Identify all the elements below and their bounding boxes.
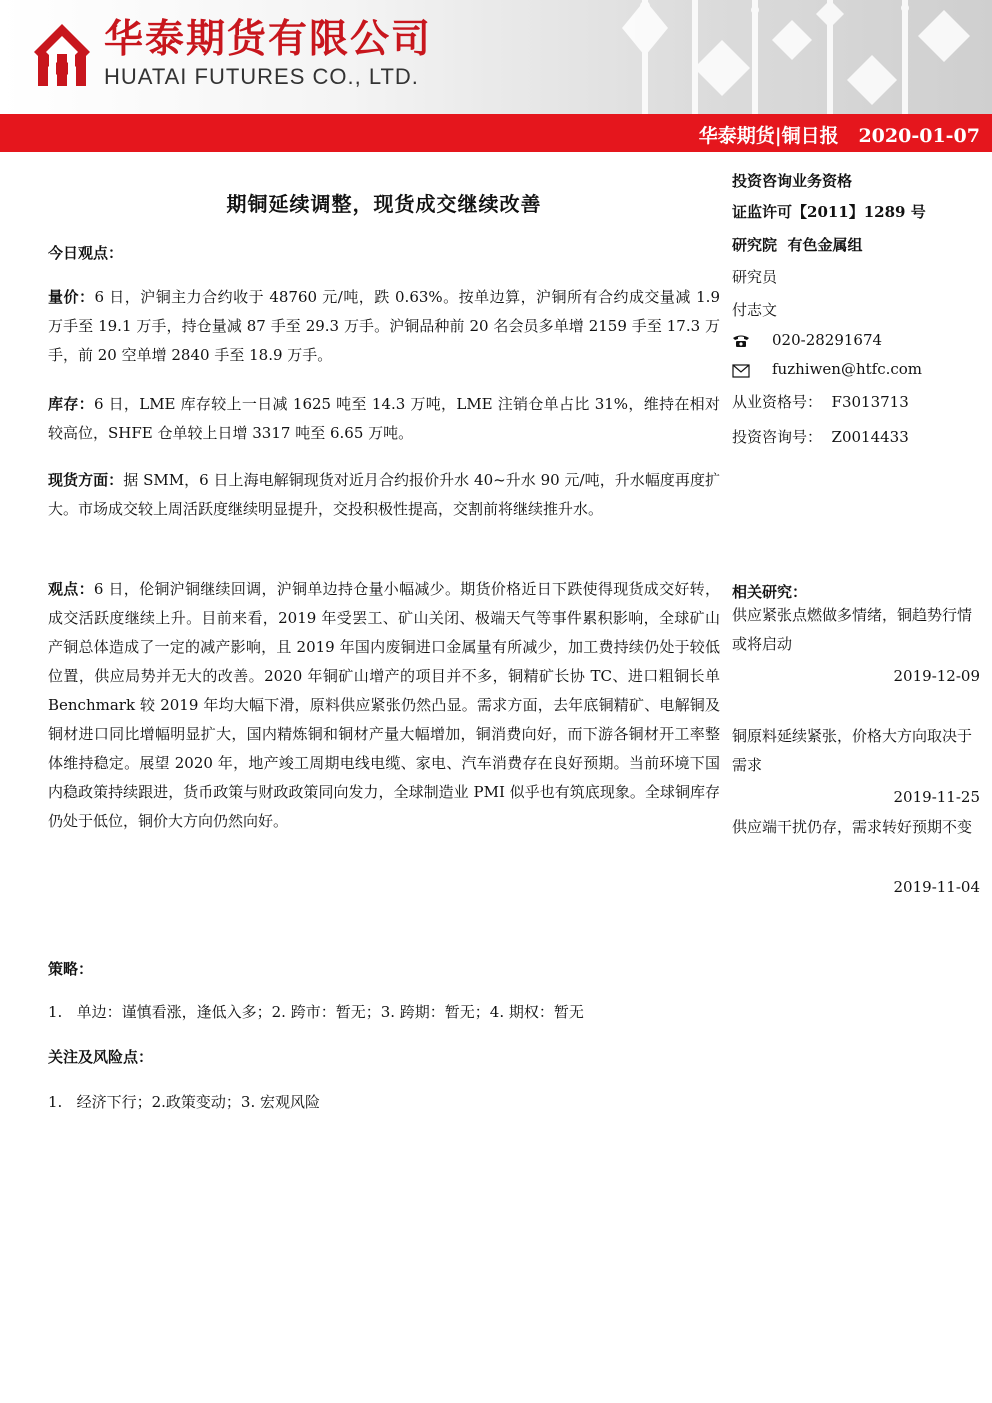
email-icon xyxy=(732,364,750,378)
section-text: 6 日，LME 库存较上一日减 1625 吨至 14.3 万吨，LME 注销仓单占比 31%，维持在相对较高位，SHFE 仓单较上日增 3317 吨至 6.65 万吨。 xyxy=(48,395,720,442)
related-report-title[interactable]: 供应紧张点燃做多情绪，铜趋势行情或将启动 xyxy=(732,606,973,653)
report-title-bar xyxy=(0,114,992,152)
section-text: 据 SMM，6 日上海电解铜现货对近月合约报价升水 40~升水 90 元/吨，升水幅度再度扩大。市场成交较上周活跃度继续明显提升，交投积极性提高，交割前将继续推升水。 xyxy=(48,471,720,518)
section-label: 观点： xyxy=(48,580,94,598)
related-report-title[interactable]: 铜原料延续紧张，价格大方向取决于需求 xyxy=(732,727,973,774)
section-viewpoint xyxy=(48,575,720,836)
related-report-date: 2019-11-25 xyxy=(893,788,980,806)
consult-number: 投资咨询号： Z0014433 xyxy=(732,428,909,446)
department-label: 研究院 有色金属组 xyxy=(732,236,863,254)
related-report-date: 2019-11-04 xyxy=(893,878,980,896)
analyst-name: 付志文 xyxy=(732,301,778,319)
strategy-text: 1. 单边：谨慎看涨，逢低入多；2. 跨市：暂无；3. 跨期：暂无；4. 期权：暂无 xyxy=(48,1003,584,1021)
related-report-title[interactable]: 供应端干扰仍存，需求转好预期不变 xyxy=(732,818,973,836)
report-meta: 华泰期货|铜日报 2020-01-07 xyxy=(698,125,980,147)
section-text: 6 日，伦铜沪铜继续回调，沪铜单边持仓量小幅减少。期货价格近日下跌使得现货成交好转，成交活跃度继续上升。目前来看，2019 年受罢工、矿山关闭、极端天气等事件累积影响，全球矿山产铜总体造成了一定的减产影响，且 2019 年国内废铜进口金属量有所减少，加工费持续仍处于较低位置，供应局势并无大的改善。2020 年铜矿山增产的项目并不多，铜精矿长协 TC、进口粗铜长单 Benchmark 较 2019 年均大幅下滑，原料供应紧张仍然凸显。需求方面，去年底铜精矿、电解铜及铜材进口同比增幅明显扩大，国内精炼铜和铜材产量大幅增加，铜消费向好，而下游各铜材开工率整体维持稳定。展望 2020 年，地产竣工周期电线电缆、家电、汽车消费存在良好预期。当前环境下国内稳政策持续跟进，货币政策与财政政策同向发力，全球制造业 PMI 似乎也有筑底现象。全球铜库存仍处于低位，铜价大方向仍然向好。 xyxy=(48,580,720,830)
phone-number: 020-28291674 xyxy=(772,331,883,349)
license-label: 证监许可【2011】1289 号 xyxy=(732,203,926,221)
strategy-label: 策略： xyxy=(48,960,94,978)
brand-name-cn: 华泰期货有限公司 xyxy=(104,17,433,62)
certificate-number: 从业资格号： F3013713 xyxy=(732,393,909,411)
section-inventory xyxy=(48,390,720,448)
section-volume-price xyxy=(48,283,720,370)
section-label: 库存： xyxy=(48,395,94,413)
huatai-logo-icon xyxy=(32,24,92,86)
qualification-label: 投资咨询业务资格 xyxy=(732,172,853,190)
section-spot xyxy=(48,466,720,524)
report-title: 期铜延续调整，现货成交继续改善 xyxy=(226,192,542,216)
analyst-role: 研究员 xyxy=(732,268,778,286)
header-decoration xyxy=(572,0,992,114)
phone-icon xyxy=(732,334,750,348)
section-text: 6 日，沪铜主力合约收于 48760 元/吨，跌 0.63%。按单边算，沪铜所有合约成交量减 1.9 万手至 19.1 万手，持仓量减 87 手至 29.3 万手。沪铜品种前 20 名会员多单增 2159 手至 17.3 万手，前 20 空单增 2840 手至 18.9 万手。 xyxy=(48,288,720,364)
section-label: 量价： xyxy=(48,288,95,306)
risk-label: 关注及风险点： xyxy=(48,1048,154,1066)
section-label: 现货方面： xyxy=(48,471,124,489)
report-header xyxy=(0,0,992,114)
email-link[interactable]: fuzhiwen@htfc.com xyxy=(772,360,923,378)
today-view-label: 今日观点： xyxy=(48,244,124,262)
risk-text: 1. 经济下行；2.政策变动；3. 宏观风险 xyxy=(48,1093,321,1111)
related-report-date: 2019-12-09 xyxy=(893,667,980,685)
brand-name-en: HUATAI FUTURES CO., LTD. xyxy=(104,64,419,89)
related-research-label: 相关研究： xyxy=(732,583,808,601)
